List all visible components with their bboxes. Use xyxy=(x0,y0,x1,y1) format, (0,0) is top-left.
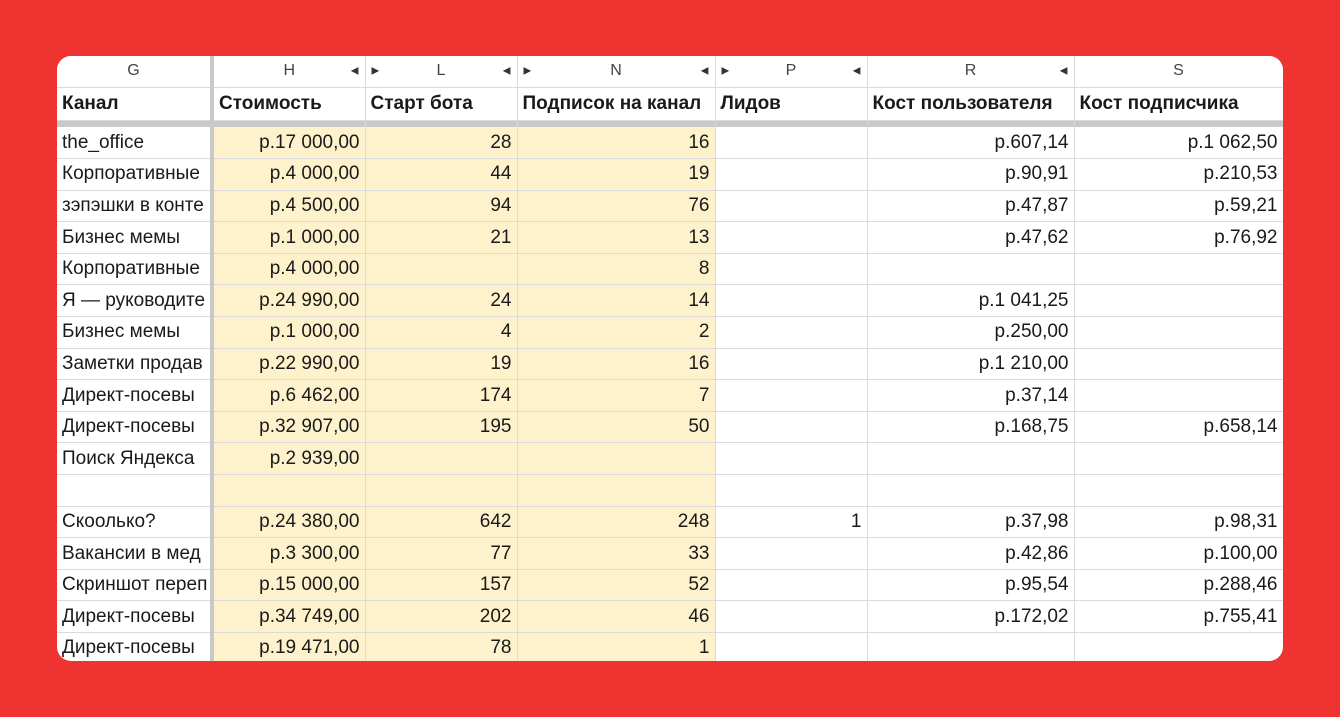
cell[interactable]: 52 xyxy=(517,569,715,601)
expand-left-arrow-icon[interactable]: ◀ xyxy=(350,65,359,77)
cell[interactable] xyxy=(715,475,867,507)
cell[interactable] xyxy=(715,127,867,159)
table-row xyxy=(57,190,1283,222)
cell[interactable] xyxy=(715,317,867,349)
column-letter: N xyxy=(610,62,622,80)
cell[interactable]: р.755,41 xyxy=(1074,601,1283,633)
cell[interactable]: р.2 939,00 xyxy=(212,443,365,475)
cell[interactable] xyxy=(1074,253,1283,285)
cell[interactable]: 50 xyxy=(517,411,715,443)
cell[interactable]: р.172,02 xyxy=(867,601,1074,633)
expand-right-arrow-icon[interactable]: ▶ xyxy=(371,65,380,77)
cell[interactable] xyxy=(1074,348,1283,380)
header-cell[interactable]: Кост пользователя xyxy=(867,87,1074,120)
table-row xyxy=(57,475,1283,507)
column-letter: L xyxy=(436,62,446,80)
cell[interactable]: р.15 000,00 xyxy=(212,569,365,601)
frozen-row-divider[interactable] xyxy=(57,120,1283,127)
cell[interactable]: 1 xyxy=(715,506,867,538)
divider-cell xyxy=(212,120,365,127)
cell[interactable] xyxy=(867,475,1074,507)
cell[interactable]: Директ-посевы xyxy=(57,601,212,633)
cell[interactable]: р.37,98 xyxy=(867,506,1074,538)
divider-cell xyxy=(517,120,715,127)
cell[interactable]: р.658,14 xyxy=(1074,411,1283,443)
cell[interactable]: р.210,53 xyxy=(1074,159,1283,191)
cell[interactable] xyxy=(1074,317,1283,349)
cell[interactable] xyxy=(715,538,867,570)
header-cell[interactable]: Лидов xyxy=(715,87,867,120)
cell[interactable] xyxy=(365,475,517,507)
column-header-5[interactable] xyxy=(867,56,1074,87)
table-row xyxy=(57,506,1283,538)
divider-cell xyxy=(867,120,1074,127)
cell[interactable] xyxy=(715,411,867,443)
column-header-3[interactable] xyxy=(517,56,715,87)
cell[interactable]: р.4 000,00 xyxy=(212,159,365,191)
column-letter: R xyxy=(964,62,977,80)
table-row xyxy=(57,127,1283,159)
cell[interactable] xyxy=(715,253,867,285)
cell[interactable]: Корпоративные xyxy=(57,253,212,285)
cell[interactable]: 157 xyxy=(365,569,517,601)
cell[interactable]: 44 xyxy=(365,159,517,191)
cell[interactable]: р.24 990,00 xyxy=(212,285,365,317)
cell[interactable] xyxy=(715,285,867,317)
cell[interactable]: 77 xyxy=(365,538,517,570)
table-row xyxy=(57,317,1283,349)
table-row xyxy=(57,222,1283,254)
divider-cell xyxy=(57,120,212,127)
cell[interactable]: Корпоративные xyxy=(57,159,212,191)
cell[interactable]: 19 xyxy=(517,159,715,191)
cell[interactable]: 19 xyxy=(365,348,517,380)
cell[interactable]: р.250,00 xyxy=(867,317,1074,349)
cell[interactable]: 76 xyxy=(517,190,715,222)
cell[interactable]: 33 xyxy=(517,538,715,570)
table-row xyxy=(57,380,1283,412)
cell[interactable]: р.90,91 xyxy=(867,159,1074,191)
cell[interactable]: 14 xyxy=(517,285,715,317)
table-row xyxy=(57,569,1283,601)
cell[interactable]: р.59,21 xyxy=(1074,190,1283,222)
cell[interactable]: 7 xyxy=(517,380,715,412)
cell[interactable]: р.32 907,00 xyxy=(212,411,365,443)
cell[interactable]: 94 xyxy=(365,190,517,222)
expand-right-arrow-icon[interactable]: ▶ xyxy=(523,65,532,77)
expand-right-arrow-icon[interactable]: ▶ xyxy=(721,65,730,77)
column-letter: G xyxy=(127,62,140,80)
cell[interactable] xyxy=(1074,285,1283,317)
cell[interactable]: р.288,46 xyxy=(1074,569,1283,601)
cell[interactable]: 195 xyxy=(365,411,517,443)
cell[interactable]: Директ-посевы xyxy=(57,380,212,412)
cell[interactable] xyxy=(715,443,867,475)
cell[interactable]: 28 xyxy=(365,127,517,159)
column-letter: S xyxy=(1173,62,1184,80)
cell[interactable]: р.76,92 xyxy=(1074,222,1283,254)
cell[interactable]: р.37,14 xyxy=(867,380,1074,412)
cell[interactable]: р.47,62 xyxy=(867,222,1074,254)
cell[interactable]: 16 xyxy=(517,348,715,380)
expand-left-arrow-icon[interactable]: ◀ xyxy=(502,65,511,77)
cell[interactable] xyxy=(1074,380,1283,412)
cell[interactable]: Скоолько? xyxy=(57,506,212,538)
cell[interactable]: 16 xyxy=(517,127,715,159)
cell[interactable]: р.4 000,00 xyxy=(212,253,365,285)
column-letter: H xyxy=(283,62,296,80)
cell[interactable]: 24 xyxy=(365,285,517,317)
expand-left-arrow-icon[interactable]: ◀ xyxy=(1059,65,1068,77)
cell[interactable]: 4 xyxy=(365,317,517,349)
cell[interactable] xyxy=(517,475,715,507)
cell[interactable] xyxy=(365,443,517,475)
cell[interactable]: р.6 462,00 xyxy=(212,380,365,412)
cell[interactable]: р.607,14 xyxy=(867,127,1074,159)
cell[interactable] xyxy=(1074,443,1283,475)
cell[interactable] xyxy=(365,253,517,285)
cell[interactable]: р.42,86 xyxy=(867,538,1074,570)
cell[interactable]: р.17 000,00 xyxy=(212,127,365,159)
cell[interactable] xyxy=(1074,475,1283,507)
cell[interactable]: р.24 380,00 xyxy=(212,506,365,538)
cell[interactable] xyxy=(57,475,212,507)
column-header-2[interactable] xyxy=(365,56,517,87)
cell[interactable] xyxy=(715,190,867,222)
cell[interactable] xyxy=(715,601,867,633)
cell[interactable]: 202 xyxy=(365,601,517,633)
cell[interactable] xyxy=(715,222,867,254)
table-row xyxy=(57,633,1283,662)
cell[interactable]: Я — руководите xyxy=(57,285,212,317)
cell[interactable]: р.1 041,25 xyxy=(867,285,1074,317)
cell[interactable]: Заметки продав xyxy=(57,348,212,380)
cell[interactable]: 46 xyxy=(517,601,715,633)
cell[interactable]: р.168,75 xyxy=(867,411,1074,443)
cell[interactable] xyxy=(715,569,867,601)
cell[interactable]: 2 xyxy=(517,317,715,349)
cell[interactable]: Директ-посевы xyxy=(57,411,212,443)
cell[interactable] xyxy=(517,443,715,475)
table-row xyxy=(57,159,1283,191)
cell[interactable]: Бизнес мемы xyxy=(57,317,212,349)
table-row xyxy=(57,253,1283,285)
header-cell[interactable]: Подписок на канал xyxy=(517,87,715,120)
header-cell[interactable]: Старт бота xyxy=(365,87,517,120)
cell[interactable]: р.22 990,00 xyxy=(212,348,365,380)
cell[interactable]: р.95,54 xyxy=(867,569,1074,601)
cell[interactable]: р.1 210,00 xyxy=(867,348,1074,380)
column-header-6[interactable] xyxy=(1074,56,1283,87)
divider-cell xyxy=(365,120,517,127)
cell[interactable]: р.1 000,00 xyxy=(212,317,365,349)
cell[interactable]: Скриншот переп xyxy=(57,569,212,601)
table-row xyxy=(57,443,1283,475)
cell[interactable]: Бизнес мемы xyxy=(57,222,212,254)
cell[interactable]: зэпэшки в конте xyxy=(57,190,212,222)
column-header-4[interactable] xyxy=(715,56,867,87)
divider-cell xyxy=(1074,120,1283,127)
cell[interactable]: р.47,87 xyxy=(867,190,1074,222)
cell[interactable]: р.98,31 xyxy=(1074,506,1283,538)
cell[interactable] xyxy=(212,475,365,507)
column-header-0[interactable] xyxy=(57,56,212,87)
cell[interactable]: р.34 749,00 xyxy=(212,601,365,633)
header-cell[interactable]: Канал xyxy=(57,87,212,120)
divider-cell xyxy=(715,120,867,127)
table-row xyxy=(57,348,1283,380)
table-row xyxy=(57,285,1283,317)
expand-left-arrow-icon[interactable]: ◀ xyxy=(852,65,861,77)
column-letter-row xyxy=(57,56,1283,87)
cell[interactable]: р.19 471,00 xyxy=(212,633,365,662)
spreadsheet-card xyxy=(57,56,1283,661)
table-row xyxy=(57,538,1283,570)
cell[interactable] xyxy=(867,633,1074,662)
cell[interactable]: р.3 300,00 xyxy=(212,538,365,570)
cell[interactable] xyxy=(715,159,867,191)
cell[interactable] xyxy=(867,253,1074,285)
cell[interactable] xyxy=(1074,633,1283,662)
expand-left-arrow-icon[interactable]: ◀ xyxy=(700,65,709,77)
cell[interactable]: р.4 500,00 xyxy=(212,190,365,222)
cell[interactable]: 174 xyxy=(365,380,517,412)
table-row xyxy=(57,411,1283,443)
header-row xyxy=(57,87,1283,120)
cell[interactable]: р.1 000,00 xyxy=(212,222,365,254)
cell[interactable] xyxy=(715,348,867,380)
cell[interactable]: Вакансии в мед xyxy=(57,538,212,570)
cell[interactable]: the_office xyxy=(57,127,212,159)
header-cell[interactable]: Кост подписчика xyxy=(1074,87,1283,120)
cell[interactable]: 8 xyxy=(517,253,715,285)
column-letter: P xyxy=(785,62,797,80)
table-row xyxy=(57,601,1283,633)
cell[interactable]: Директ-посевы xyxy=(57,633,212,662)
spreadsheet-grid xyxy=(57,56,1283,661)
cell[interactable] xyxy=(715,380,867,412)
cell[interactable]: 78 xyxy=(365,633,517,662)
header-cell[interactable]: Стоимость xyxy=(212,87,365,120)
column-header-1[interactable] xyxy=(212,56,365,87)
cell[interactable]: р.1 062,50 xyxy=(1074,127,1283,159)
cell[interactable] xyxy=(867,443,1074,475)
cell[interactable]: р.100,00 xyxy=(1074,538,1283,570)
cell[interactable] xyxy=(715,633,867,662)
cell[interactable]: 1 xyxy=(517,633,715,662)
cell[interactable]: Поиск Яндекса xyxy=(57,443,212,475)
cell[interactable]: 21 xyxy=(365,222,517,254)
cell[interactable]: 642 xyxy=(365,506,517,538)
cell[interactable]: 248 xyxy=(517,506,715,538)
cell[interactable]: 13 xyxy=(517,222,715,254)
